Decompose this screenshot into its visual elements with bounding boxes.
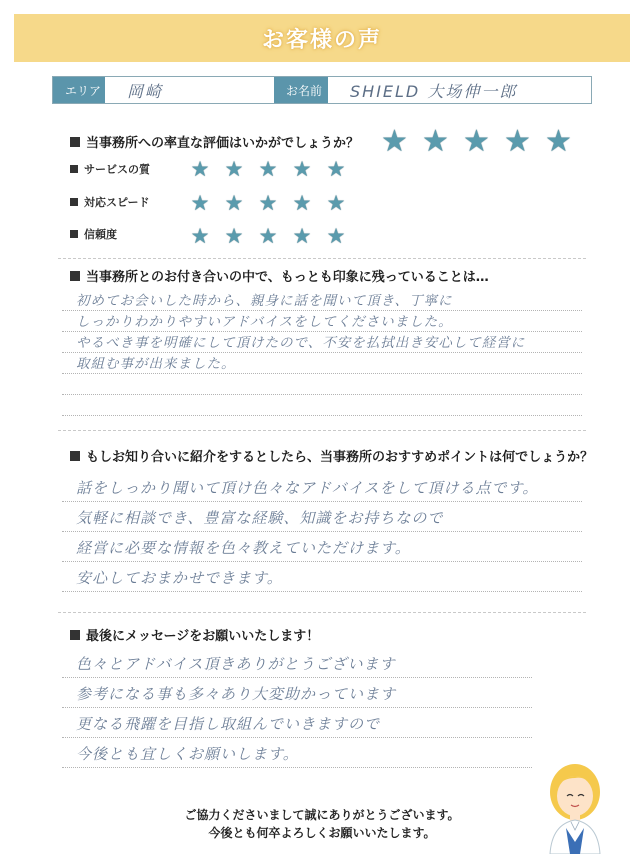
star-icon: ★	[422, 124, 449, 159]
rating-service-quality	[70, 161, 150, 177]
bullet-square-icon	[70, 630, 80, 640]
answer-line: 取組む事が出来ました。	[62, 353, 582, 374]
bullet-square-icon	[70, 165, 78, 173]
name-label: お名前	[274, 77, 328, 103]
bullet-square-icon	[70, 137, 80, 147]
divider	[58, 612, 586, 613]
star-icon: ★	[224, 224, 244, 248]
answer-recommend	[62, 472, 582, 592]
star-icon: ★	[292, 191, 312, 215]
star-icon: ★	[326, 191, 346, 215]
answer-line: 色々とアドバイス頂きありがとうございます	[62, 648, 532, 678]
answer-line: しっかりわかりやすいアドバイスをしてくださいました。	[62, 311, 582, 332]
question-overall	[70, 132, 359, 151]
answer-line: 更なる飛躍を目指し取組んでいきますので	[62, 708, 532, 738]
question-impression-text: 当事務所とのお付き合いの中で、もっとも印象に残っていることは…	[86, 270, 489, 285]
info-row	[52, 76, 592, 104]
star-icon: ★	[224, 191, 244, 215]
answer-line: 参考になる事も多々あり大変助かっています	[62, 678, 532, 708]
area-value: 岡崎	[127, 81, 164, 101]
name-value: SHIELD 大场伸一郎	[350, 81, 518, 101]
rating-response-speed	[70, 194, 150, 210]
star-icon: ★	[326, 157, 346, 181]
area-label: エリア	[53, 77, 105, 103]
question-recommend	[70, 446, 593, 465]
star-icon: ★	[504, 124, 531, 159]
divider	[58, 430, 586, 431]
star-icon: ★	[258, 224, 278, 248]
bullet-square-icon	[70, 230, 78, 238]
star-icon: ★	[224, 157, 244, 181]
question-message	[70, 625, 319, 644]
divider	[58, 258, 586, 259]
star-icon: ★	[545, 124, 572, 159]
answer-line: やるべき事を明確にして頂けたので、不安を払拭出き安心して経営に	[62, 332, 582, 353]
star-icon: ★	[463, 124, 490, 159]
question-recommend-text: もしお知り合いに紹介をするとしたら、当事務所のおすすめポイントは何でしょうか？	[86, 450, 594, 465]
star-icon: ★	[190, 191, 210, 215]
bullet-square-icon	[70, 198, 78, 206]
rating-label: サービスの質	[84, 163, 150, 176]
staff-avatar-illustration	[540, 758, 610, 854]
rating-label: 対応スピード	[84, 196, 150, 209]
answer-line: 安心しておまかせできます。	[62, 562, 582, 592]
overall-stars	[374, 124, 579, 159]
footer-thanks: ご協力くださいまして誠にありがとうございます。	[184, 808, 460, 822]
page-title: お客様の声	[261, 27, 382, 53]
bullet-square-icon	[70, 451, 80, 461]
question-overall-text: 当事務所への率直な評価はいかがでしょうか？	[86, 136, 360, 151]
answer-line: 今後とも宜しくお願いします。	[62, 738, 532, 768]
question-impression	[70, 266, 489, 285]
answer-impression	[62, 290, 582, 416]
star-icon: ★	[258, 191, 278, 215]
question-message-text: 最後にメッセージをお願いいたします！	[86, 629, 320, 644]
answer-line	[62, 395, 582, 416]
footer-regards: 今後とも何卒よろしくお願いいたします。	[208, 826, 436, 840]
answer-line: 話をしっかり聞いて頂け色々なアドバイスをして頂ける点です。	[62, 472, 582, 502]
header-banner	[14, 14, 630, 62]
answer-line: 経営に必要な情報を色々教えていただけます。	[62, 532, 582, 562]
response-speed-stars	[183, 192, 353, 214]
star-icon: ★	[190, 157, 210, 181]
star-icon: ★	[326, 224, 346, 248]
star-icon: ★	[381, 124, 408, 159]
answer-line: 気軽に相談でき、豊富な経験、知識をお持ちなので	[62, 502, 582, 532]
rating-reliability	[70, 226, 117, 242]
star-icon: ★	[292, 224, 312, 248]
answer-message	[62, 648, 532, 768]
answer-line	[62, 374, 582, 395]
star-icon: ★	[258, 157, 278, 181]
star-icon: ★	[190, 224, 210, 248]
answer-line: 初めてお会いした時から、親身に話を聞いて頂き、丁寧に	[62, 290, 582, 311]
rating-label: 信頼度	[84, 228, 117, 241]
bullet-square-icon	[70, 271, 80, 281]
service-quality-stars	[183, 158, 353, 180]
reliability-stars	[183, 225, 353, 247]
star-icon: ★	[292, 157, 312, 181]
